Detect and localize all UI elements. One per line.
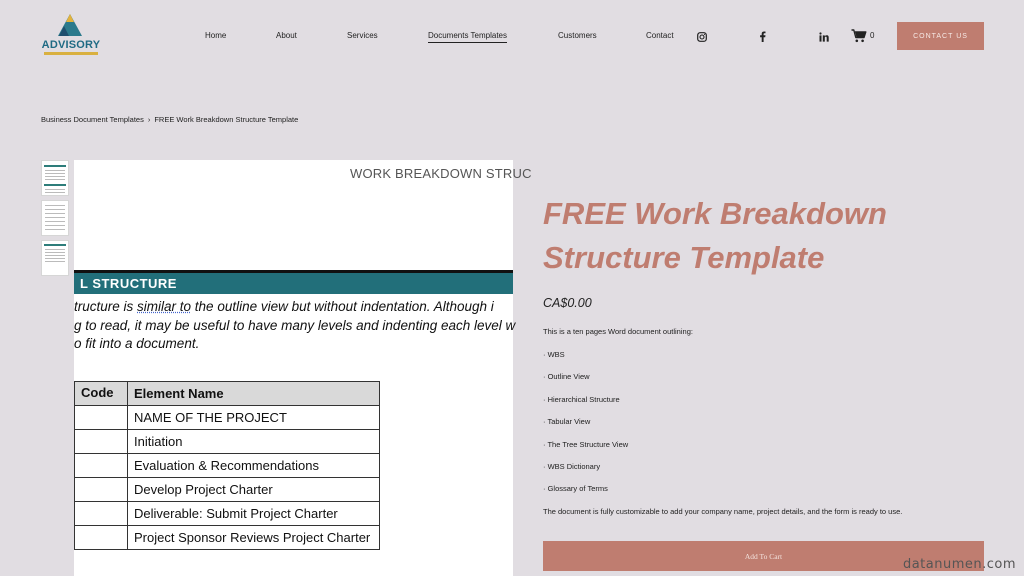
cart-icon[interactable] [851, 29, 867, 48]
nav-customers[interactable]: Customers [558, 31, 597, 40]
cart-count: 0 [870, 31, 875, 40]
logo-mark-icon [56, 14, 86, 38]
product-price: CA$0.00 [543, 296, 592, 310]
table-row: Project Sponsor Reviews Project Charter [75, 526, 380, 550]
breadcrumb-separator: › [147, 115, 151, 124]
thumbnail-1[interactable] [41, 160, 69, 196]
wbs-table [74, 381, 380, 550]
table-row: Deliverable: Submit Project Charter [75, 502, 380, 526]
watermark: datanumen.com [902, 557, 1016, 572]
breadcrumb-current: FREE Work Breakdown Structure Template [154, 115, 299, 124]
para-line-1-underlined: similar to [137, 299, 192, 314]
table-row: Evaluation & Recommendations [75, 454, 380, 478]
document-paragraph [74, 298, 534, 354]
table-row: Develop Project Charter [75, 478, 380, 502]
nav-contact[interactable]: Contact [646, 31, 674, 40]
list-item: · Tabular View [543, 417, 591, 427]
table-header-code: Code [75, 382, 128, 406]
para-line-1-start: tructure is [74, 299, 138, 314]
document-section-bar: L STRUCTURE [74, 270, 513, 294]
para-line-3: o fit into a document. [74, 336, 200, 351]
nav-about[interactable]: About [276, 31, 297, 40]
brand-name: ADVISORY [41, 39, 101, 51]
breadcrumb [41, 115, 298, 124]
nav-home[interactable]: Home [205, 31, 227, 40]
table-header-element-name: Element Name [128, 382, 380, 406]
instagram-icon[interactable] [697, 29, 707, 47]
product-outro: The document is fully customizable to add your company name, project details, and the form is ready to use. [543, 507, 903, 516]
product-intro: This is a ten pages Word document outlining: [543, 327, 693, 336]
logo-underline [44, 52, 98, 55]
table-row: Initiation [75, 430, 380, 454]
para-line-1-end: the outline view but without indentation. Although i [191, 299, 494, 314]
breadcrumb-parent-link[interactable]: Business Document Templates [41, 115, 144, 124]
list-item: · Hierarchical Structure [543, 394, 620, 404]
nav-services[interactable]: Services [347, 31, 378, 40]
feature-list [543, 350, 628, 507]
nav-documents-templates[interactable]: Documents Templates [428, 31, 507, 43]
document-heading: WORK BREAKDOWN STRUC [350, 166, 532, 181]
thumbnail-2[interactable] [41, 200, 69, 236]
product-image-preview[interactable] [74, 160, 532, 576]
facebook-icon[interactable] [759, 29, 766, 47]
thumbnail-3[interactable] [41, 240, 69, 276]
product-title: FREE Work Breakdown Structure Template [543, 196, 887, 275]
linkedin-icon[interactable] [819, 29, 829, 47]
list-item: · WBS Dictionary [543, 461, 601, 471]
brand-logo[interactable] [40, 14, 102, 58]
list-item: · The Tree Structure View [543, 439, 629, 449]
table-row: NAME OF THE PROJECT [75, 406, 380, 430]
list-item: · Glossary of Terms [543, 484, 608, 494]
add-to-cart-button[interactable]: Add To Cart [543, 541, 984, 571]
para-line-2: g to read, it may be useful to have many levels and indenting each level w [74, 317, 516, 333]
list-item: · WBS [543, 350, 565, 359]
list-item: · Outline View [543, 372, 590, 382]
contact-us-button[interactable]: CONTACT US [897, 22, 984, 50]
image-thumbnails [41, 160, 69, 280]
